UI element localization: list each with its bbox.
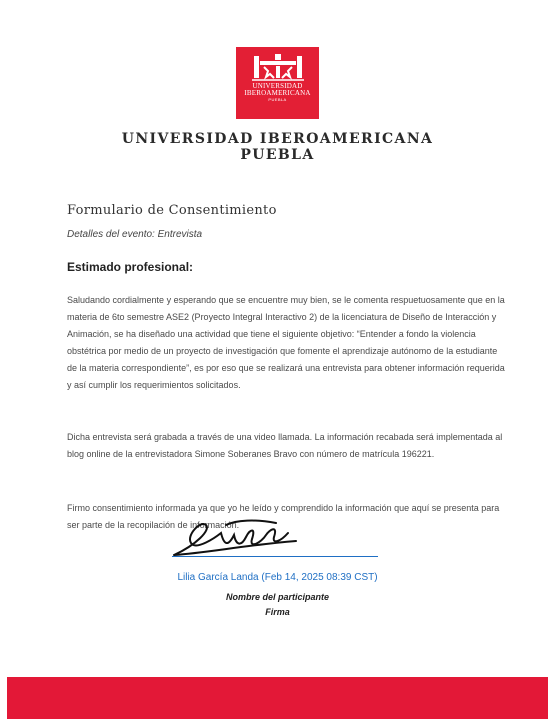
handwritten-signature	[166, 515, 306, 560]
university-subtitle: PUEBLA	[240, 147, 315, 163]
signature-caption: Firma	[265, 607, 290, 617]
body-paragraph-3: Firmo consentimiento informada ya que yo he leído y comprendido la información que aquí se presenta para ser parte de la recopilación de información.	[67, 503, 500, 530]
body-paragraph-1: Saludando cordialmente y esperando que se encuentre muy bien, se le comenta respuetuosamente que en la materia de 6to semestre ASE2 (Proyecto Integral Interactivo 2) de la licenciatura de Diseño de Interacción y Animación, se ha diseñado una actividad que tiene el siguiente objetivo: “Entender a fondo la violencia obstétrica por medio de un proyecto de investigación que fomente el aprendizaje autónomo de la estudiante de la materia correspondiente”, es por eso que se realizará una entrevista para obtener información requerida y así cumplir los requerimientos solicitados.	[67, 295, 505, 390]
form-title: Formulario de Consentimiento	[67, 203, 277, 218]
signature-line	[172, 556, 378, 557]
greeting-heading: Estimado profesional:	[67, 260, 194, 274]
participant-name-caption: Nombre del participante	[225, 592, 330, 602]
event-details: Detalles del evento: Entrevista	[67, 229, 203, 240]
body-paragraph-2: Dicha entrevista será grabada a través de una video llamada. La información recabada será implementada al blog online de la entrevistadora Simone Soberanes Bravo con número de matrícula 196221.	[67, 432, 503, 459]
logo-line-1: UNIVERSIDAD	[252, 82, 303, 90]
footer-bar	[7, 677, 548, 719]
university-title: UNIVERSIDAD IBEROAMERICANA	[121, 131, 434, 147]
signer-name[interactable]: Lilia García Landa (Feb 14, 2025 08:39 CST)	[177, 572, 378, 583]
logo-line-3: PUEBLA	[268, 97, 287, 102]
university-logo	[236, 47, 319, 119]
university-crest-icon	[250, 53, 306, 83]
logo-line-2: IBEROAMERICANA	[244, 89, 311, 97]
